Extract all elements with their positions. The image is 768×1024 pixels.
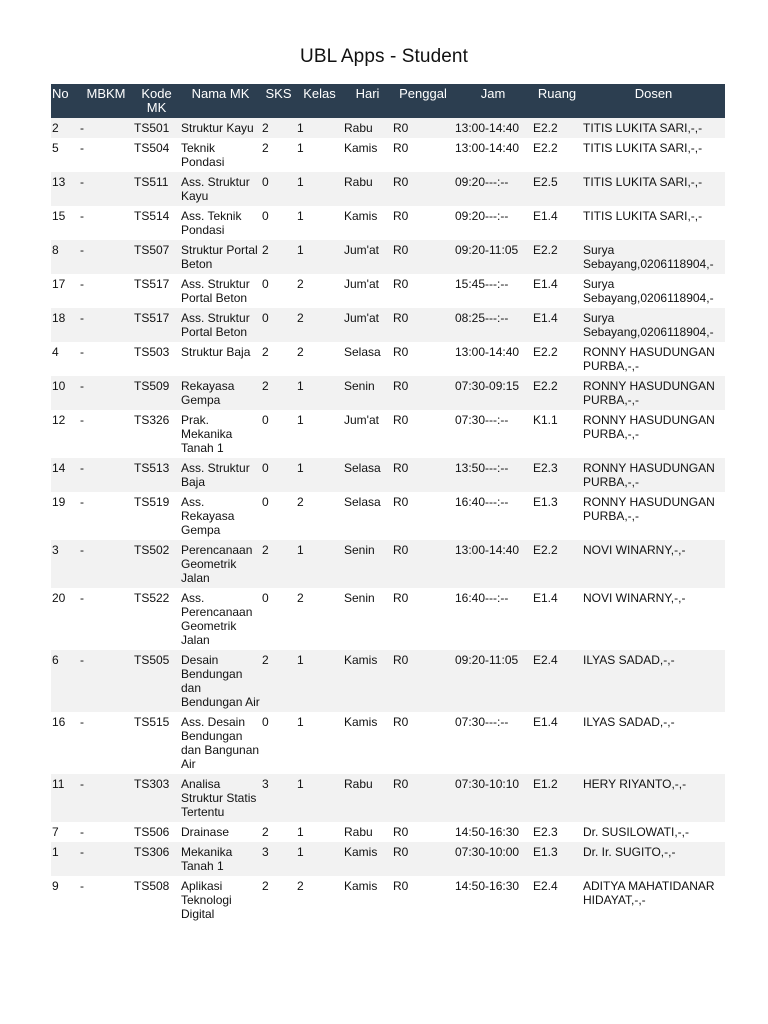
cell-hari: Jum'at (344, 311, 379, 325)
cell-kelas: 2 (297, 591, 304, 605)
cell-penggal: R0 (393, 121, 409, 135)
cell-jam: 07:30---:-- (455, 413, 509, 427)
cell-kode-mk: TS517 (134, 277, 170, 291)
cell-penggal: R0 (393, 591, 409, 605)
cell-nama-mk: Struktur Portal Beton (181, 243, 258, 271)
cell-sks: 2 (262, 825, 269, 839)
cell-jam: 15:45---:-- (455, 277, 509, 291)
cell-jam: 08:25---:-- (455, 311, 509, 325)
cell-sks: 0 (262, 311, 269, 325)
cell-ruang: E2.4 (533, 879, 558, 893)
cell-kelas: 2 (297, 311, 304, 325)
cell-nama-mk: Ass. Perencanaan Geometrik Jalan (181, 591, 253, 647)
table-row (51, 458, 725, 492)
cell-sks: 0 (262, 495, 269, 509)
col-header-no[interactable]: No (52, 86, 69, 101)
cell-mbkm: - (80, 175, 84, 189)
cell-sks: 2 (262, 345, 269, 359)
cell-kode-mk: TS513 (134, 461, 170, 475)
cell-sks: 0 (262, 461, 269, 475)
cell-penggal: R0 (393, 845, 409, 859)
cell-dosen: TITIS LUKITA SARI,-,- (583, 209, 703, 223)
cell-dosen: Dr. Ir. SUGITO,-,- (583, 845, 676, 859)
cell-ruang: E1.4 (533, 591, 558, 605)
cell-hari: Rabu (344, 825, 373, 839)
cell-no: 8 (52, 243, 59, 257)
col-header-mbkm[interactable]: MBKM (86, 86, 126, 101)
table-header-row (51, 84, 725, 118)
cell-kelas: 1 (297, 653, 304, 667)
cell-sks: 2 (262, 379, 269, 393)
cell-ruang: K1.1 (533, 413, 558, 427)
cell-hari: Senin (344, 543, 375, 557)
cell-hari: Kamis (344, 653, 378, 667)
cell-dosen: NOVI WINARNY,-,- (583, 543, 686, 557)
cell-jam: 14:50-16:30 (455, 879, 520, 893)
cell-no: 15 (52, 209, 66, 223)
cell-ruang: E2.2 (533, 345, 558, 359)
table-row (51, 118, 725, 138)
cell-mbkm: - (80, 141, 84, 155)
cell-ruang: E2.2 (533, 379, 558, 393)
table-row (51, 650, 725, 712)
col-header-kode-mk[interactable]: Kode MK (141, 86, 172, 115)
cell-jam: 16:40---:-- (455, 495, 509, 509)
col-header-hari[interactable]: Hari (355, 86, 380, 101)
cell-hari: Selasa (344, 461, 381, 475)
cell-dosen: RONNY HASUDUNGAN PURBA,-,- (583, 345, 715, 373)
cell-kelas: 1 (297, 413, 304, 427)
cell-dosen: Surya Sebayang,0206118904,- (583, 277, 714, 305)
cell-hari: Jum'at (344, 243, 379, 257)
cell-sks: 2 (262, 141, 269, 155)
cell-nama-mk: Ass. Struktur Portal Beton (181, 311, 250, 339)
cell-mbkm: - (80, 845, 84, 859)
cell-penggal: R0 (393, 141, 409, 155)
table-row (51, 410, 725, 458)
cell-hari: Kamis (344, 879, 378, 893)
cell-kelas: 1 (297, 243, 304, 257)
cell-sks: 0 (262, 591, 269, 605)
cell-ruang: E2.2 (533, 243, 558, 257)
col-header-kelas[interactable]: Kelas (303, 86, 336, 101)
cell-dosen: TITIS LUKITA SARI,-,- (583, 141, 703, 155)
table-row (51, 712, 725, 774)
cell-jam: 13:00-14:40 (455, 345, 520, 359)
cell-jam: 09:20---:-- (455, 209, 509, 223)
cell-nama-mk: Drainase (181, 825, 230, 839)
table-row (51, 588, 725, 650)
page-title: UBL Apps - Student (300, 46, 468, 67)
cell-kelas: 1 (297, 121, 304, 135)
cell-kelas: 1 (297, 209, 304, 223)
cell-nama-mk: Ass. Struktur Portal Beton (181, 277, 250, 305)
cell-mbkm: - (80, 461, 84, 475)
cell-hari: Jum'at (344, 277, 379, 291)
cell-kode-mk: TS511 (134, 175, 169, 189)
cell-nama-mk: Aplikasi Teknologi Digital (181, 879, 232, 921)
cell-kode-mk: TS501 (134, 121, 170, 135)
cell-no: 4 (52, 345, 59, 359)
cell-no: 14 (52, 461, 66, 475)
cell-dosen: HERY RIYANTO,-,- (583, 777, 687, 791)
cell-penggal: R0 (393, 243, 409, 257)
cell-sks: 2 (262, 543, 269, 557)
cell-ruang: E1.3 (533, 495, 558, 509)
cell-dosen: ADITYA MAHATIDANAR HIDAYAT,-,- (583, 879, 715, 907)
cell-mbkm: - (80, 591, 84, 605)
table-row (51, 308, 725, 342)
cell-ruang: E1.4 (533, 209, 558, 223)
cell-ruang: E1.4 (533, 715, 558, 729)
cell-no: 18 (52, 311, 66, 325)
cell-ruang: E1.3 (533, 845, 558, 859)
cell-kelas: 1 (297, 175, 304, 189)
cell-no: 16 (52, 715, 66, 729)
cell-penggal: R0 (393, 777, 409, 791)
cell-penggal: R0 (393, 175, 409, 189)
cell-mbkm: - (80, 879, 84, 893)
cell-hari: Selasa (344, 495, 381, 509)
cell-kode-mk: TS515 (134, 715, 170, 729)
cell-penggal: R0 (393, 379, 409, 393)
cell-ruang: E2.5 (533, 175, 558, 189)
cell-nama-mk: Ass. Desain Bendungan dan Bangunan Air (181, 715, 260, 771)
cell-hari: Kamis (344, 141, 378, 155)
cell-mbkm: - (80, 543, 84, 557)
cell-hari: Kamis (344, 715, 378, 729)
cell-kode-mk: TS514 (134, 209, 170, 223)
cell-jam: 13:50---:-- (455, 461, 509, 475)
cell-hari: Kamis (344, 209, 378, 223)
cell-dosen: RONNY HASUDUNGAN PURBA,-,- (583, 461, 715, 489)
cell-mbkm: - (80, 345, 84, 359)
cell-nama-mk: Teknik Pondasi (181, 141, 225, 169)
cell-kode-mk: TS326 (134, 413, 170, 427)
cell-no: 11 (52, 777, 65, 791)
cell-dosen: RONNY HASUDUNGAN PURBA,-,- (583, 379, 715, 407)
cell-kode-mk: TS509 (134, 379, 170, 393)
cell-sks: 0 (262, 209, 269, 223)
cell-mbkm: - (80, 379, 84, 393)
cell-sks: 0 (262, 175, 269, 189)
cell-kode-mk: TS508 (134, 879, 170, 893)
cell-kelas: 1 (297, 141, 304, 155)
cell-penggal: R0 (393, 879, 409, 893)
cell-ruang: E2.2 (533, 141, 558, 155)
cell-dosen: ILYAS SADAD,-,- (583, 715, 675, 729)
cell-kelas: 2 (297, 277, 304, 291)
cell-jam: 14:50-16:30 (455, 825, 520, 839)
schedule-table (51, 84, 725, 924)
cell-sks: 3 (262, 777, 269, 791)
cell-sks: 0 (262, 277, 269, 291)
cell-kelas: 1 (297, 543, 304, 557)
cell-kelas: 1 (297, 845, 304, 859)
cell-mbkm: - (80, 277, 84, 291)
cell-penggal: R0 (393, 495, 409, 509)
cell-hari: Kamis (344, 845, 378, 859)
cell-penggal: R0 (393, 825, 409, 839)
cell-no: 9 (52, 879, 59, 893)
col-header-dosen[interactable]: Dosen (634, 86, 673, 101)
cell-mbkm: - (80, 495, 84, 509)
cell-mbkm: - (80, 311, 84, 325)
cell-kelas: 1 (297, 715, 304, 729)
cell-sks: 2 (262, 243, 269, 257)
cell-mbkm: - (80, 825, 84, 839)
cell-dosen: TITIS LUKITA SARI,-,- (583, 175, 703, 189)
col-header-sks[interactable]: SKS (265, 86, 292, 101)
cell-penggal: R0 (393, 311, 409, 325)
cell-kode-mk: TS503 (134, 345, 170, 359)
cell-kode-mk: TS522 (134, 591, 170, 605)
cell-nama-mk: Ass. Struktur Baja (181, 461, 250, 489)
cell-kode-mk: TS303 (134, 777, 170, 791)
cell-no: 5 (52, 141, 59, 155)
cell-ruang: E2.2 (533, 543, 558, 557)
cell-kode-mk: TS519 (134, 495, 170, 509)
cell-mbkm: - (80, 121, 84, 135)
cell-penggal: R0 (393, 715, 409, 729)
cell-no: 2 (52, 121, 59, 135)
cell-ruang: E1.4 (533, 277, 558, 291)
cell-penggal: R0 (393, 461, 409, 475)
cell-nama-mk: Ass. Struktur Kayu (181, 175, 250, 203)
cell-mbkm: - (80, 209, 84, 223)
cell-ruang: E2.3 (533, 461, 558, 475)
cell-no: 10 (52, 379, 66, 393)
cell-nama-mk: Struktur Kayu (181, 121, 254, 135)
cell-jam: 13:00-14:40 (455, 121, 520, 135)
cell-kode-mk: TS306 (134, 845, 170, 859)
table-row (51, 842, 725, 876)
cell-sks: 0 (262, 715, 269, 729)
cell-dosen: RONNY HASUDUNGAN PURBA,-,- (583, 413, 715, 441)
table-row (51, 376, 725, 410)
table-row (51, 138, 725, 172)
cell-jam: 07:30---:-- (455, 715, 509, 729)
cell-jam: 09:20---:-- (455, 175, 509, 189)
table-row (51, 876, 725, 924)
col-header-ruang[interactable]: Ruang (537, 86, 577, 101)
cell-ruang: E2.2 (533, 121, 558, 135)
cell-hari: Rabu (344, 777, 373, 791)
cell-jam: 07:30-10:00 (455, 845, 520, 859)
cell-nama-mk: Perencanaan Geometrik Jalan (181, 543, 253, 585)
cell-jam: 09:20-11:05 (455, 243, 519, 257)
cell-kode-mk: TS507 (134, 243, 170, 257)
table-row (51, 274, 725, 308)
cell-no: 19 (52, 495, 66, 509)
cell-ruang: E2.3 (533, 825, 558, 839)
cell-penggal: R0 (393, 345, 409, 359)
cell-jam: 13:00-14:40 (455, 141, 520, 155)
cell-penggal: R0 (393, 653, 409, 667)
cell-sks: 2 (262, 121, 269, 135)
cell-ruang: E1.2 (533, 777, 558, 791)
table-row (51, 240, 725, 274)
cell-kelas: 1 (297, 777, 304, 791)
cell-nama-mk: Ass. Rekayasa Gempa (181, 495, 235, 537)
cell-dosen: ILYAS SADAD,-,- (583, 653, 675, 667)
cell-penggal: R0 (393, 543, 409, 557)
cell-kode-mk: TS502 (134, 543, 170, 557)
cell-nama-mk: Desain Bendungan dan Bendungan Air (181, 653, 260, 709)
cell-mbkm: - (80, 243, 84, 257)
cell-mbkm: - (80, 413, 84, 427)
cell-kode-mk: TS506 (134, 825, 170, 839)
cell-sks: 0 (262, 413, 269, 427)
cell-jam: 16:40---:-- (455, 591, 509, 605)
table-row (51, 342, 725, 376)
cell-hari: Jum'at (344, 413, 379, 427)
cell-kode-mk: TS517 (134, 311, 170, 325)
cell-ruang: E2.4 (533, 653, 558, 667)
cell-hari: Rabu (344, 175, 373, 189)
cell-no: 13 (52, 175, 66, 189)
cell-kelas: 2 (297, 495, 304, 509)
cell-no: 6 (52, 653, 59, 667)
table-row (51, 822, 725, 842)
cell-no: 3 (52, 543, 59, 557)
cell-kelas: 2 (297, 879, 304, 893)
cell-kode-mk: TS504 (134, 141, 170, 155)
cell-sks: 2 (262, 879, 269, 893)
cell-penggal: R0 (393, 277, 409, 291)
cell-dosen: TITIS LUKITA SARI,-,- (583, 121, 703, 135)
cell-dosen: RONNY HASUDUNGAN PURBA,-,- (583, 495, 715, 523)
cell-mbkm: - (80, 653, 84, 667)
cell-jam: 07:30-10:10 (455, 777, 520, 791)
cell-nama-mk: Analisa Struktur Statis Tertentu (181, 777, 257, 819)
table-row (51, 172, 725, 206)
cell-no: 20 (52, 591, 66, 605)
cell-nama-mk: Rekayasa Gempa (181, 379, 235, 407)
cell-mbkm: - (80, 777, 84, 791)
cell-dosen: NOVI WINARNY,-,- (583, 591, 686, 605)
cell-nama-mk: Prak. Mekanika Tanah 1 (181, 413, 233, 455)
cell-hari: Rabu (344, 121, 373, 135)
cell-kelas: 2 (297, 345, 304, 359)
cell-ruang: E1.4 (533, 311, 558, 325)
cell-kelas: 1 (297, 825, 304, 839)
col-header-jam[interactable]: Jam (480, 86, 506, 101)
col-header-nama-mk[interactable]: Nama MK (191, 86, 250, 101)
cell-penggal: R0 (393, 413, 409, 427)
cell-dosen: Surya Sebayang,0206118904,- (583, 243, 714, 271)
cell-no: 7 (52, 825, 59, 839)
cell-nama-mk: Struktur Baja (181, 345, 251, 359)
cell-dosen: Surya Sebayang,0206118904,- (583, 311, 714, 339)
cell-sks: 3 (262, 845, 269, 859)
cell-hari: Senin (344, 591, 375, 605)
cell-kelas: 1 (297, 461, 304, 475)
cell-no: 12 (52, 413, 66, 427)
cell-penggal: R0 (393, 209, 409, 223)
cell-sks: 2 (262, 653, 269, 667)
cell-nama-mk: Mekanika Tanah 1 (181, 845, 233, 873)
cell-nama-mk: Ass. Teknik Pondasi (181, 209, 242, 237)
table-row (51, 492, 725, 540)
cell-mbkm: - (80, 715, 84, 729)
table-row (51, 206, 725, 240)
col-header-penggal[interactable]: Penggal (399, 86, 447, 101)
cell-kode-mk: TS505 (134, 653, 170, 667)
cell-hari: Selasa (344, 345, 381, 359)
cell-no: 1 (52, 845, 59, 859)
table-row (51, 774, 725, 822)
cell-jam: 09:20-11:05 (455, 653, 519, 667)
cell-jam: 07:30-09:15 (455, 379, 520, 393)
cell-no: 17 (52, 277, 66, 291)
cell-dosen: Dr. SUSILOWATI,-,- (583, 825, 690, 839)
cell-kelas: 1 (297, 379, 304, 393)
cell-hari: Senin (344, 379, 375, 393)
cell-jam: 13:00-14:40 (455, 543, 520, 557)
table-row (51, 540, 725, 588)
